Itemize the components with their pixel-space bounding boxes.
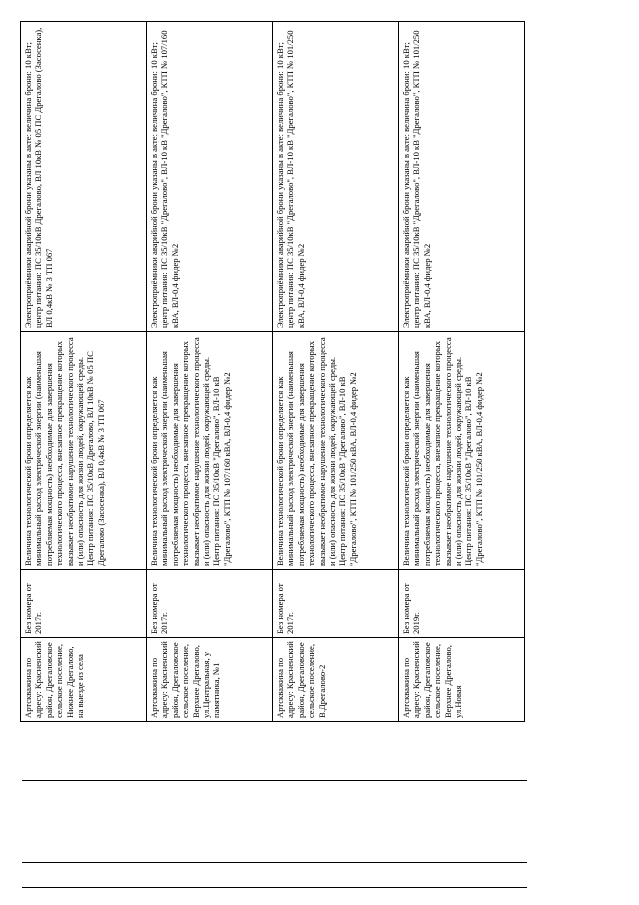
divider-line — [22, 780, 527, 781]
number-cell: Без номера от 2017г. — [21, 570, 147, 638]
emergency-cell: Электроприёмники аварийной брони указаны в акте: величина брони: 10 кВт; центр питания: ПС 35/10кВ "Дрегалово", ВЛ-10 кВ "Дрегалово", КТП № 101/250 кВА, ВЛ-0,4 фидер №2 — [399, 22, 525, 332]
description-cell: Величина технологической брони определяется как минимальный расход электрической энергии (наименьшая потребляемая мощность) необходимые для завершения технологического процесса, внезапное прекращение которых вызывает необратимое нарушение технологического процесса и (или) опасность для жизни людей, окружающей среды. Центр питания: ПС 35/10кВ "Дрегалово", ВЛ-10 кВ "Дрегалово", КТП № 101/250 кВА, ВЛ-0,4 фидер №2 — [273, 332, 399, 570]
table-row — [399, 22, 525, 722]
table-row — [273, 22, 399, 722]
table-row — [21, 22, 147, 722]
table-row — [147, 22, 273, 722]
number-cell: Без номера от 2019г. — [399, 570, 525, 638]
divider-line — [22, 887, 527, 888]
reservation-table — [20, 21, 525, 722]
rotated-table-wrapper — [20, 22, 525, 722]
number-cell: Без номера от 2017г. — [273, 570, 399, 638]
emergency-cell: Электроприёмники аварийной брони указаны в акте: величина брони: 10 кВт; центр питания: ПС 35/10кВ Дрегалово, ВЛ 10кВ № 05 ПС Дрегалово (Засосенка), ВЛ 0,4кВ № 3 ТП 067 — [21, 22, 147, 332]
number-cell: Без номера от 2017г. — [147, 570, 273, 638]
description-cell: Величина технологической брони определяется как минимальный расход электрической энергии (наименьшая потребляемая мощность) необходимые для завершения технологического процесса, внезапное прекращение которых вызывает необратимое нарушение технологического процесса и (или) опасность для жизни людей, окружающей среды. Центр питания: ПС 35/10кВ "Дрегалово", ВЛ-10 кВ "Дрегалово", КТП № 101/250 кВА, ВЛ-0,4 фидер №2 — [399, 332, 525, 570]
location-cell: Артскважина по адресу: Красненский район, Дрегаловское сельское поселение, Верхнее Дрегалово, ул.Центральная, у памятника, №1 — [147, 638, 273, 722]
location-cell: Артскважина по адресу: Красненский район, Дрегаловское сельское поселение, Верхнее Дрегалово, ул.Новая — [399, 638, 525, 722]
location-cell: Артскважина по адресу: Красненский район, Дрегаловское сельское поселение, В.Дрегалово-2 — [273, 638, 399, 722]
description-cell: Величина технологической брони определяется как минимальный расход электрической энергии (наименьшая потребляемая мощность) необходимые для завершения технологического процесса, внезапное прекращение которых вызывает необратимое нарушение технологического процесса и (или) опасность для жизни людей, окружающей среды. Центр питания: ПС 35/10кВ Дрегалово, ВЛ 10кВ № 05 ПС Дрегалово (Засосенка), ВЛ 0,4кВ № 3 ТП 067 — [21, 332, 147, 570]
emergency-cell: Электроприёмники аварийной брони указаны в акте: величина брони: 10 кВт; центр питания: ПС 35/10кВ "Дрегалово", ВЛ-10 кВ "Дрегалово", КТП № 107/160 кВА, ВЛ-0,4 фидер №2 — [147, 22, 273, 332]
description-cell: Величина технологической брони определяется как минимальный расход электрической энергии (наименьшая потребляемая мощность) необходимые для завершения технологического процесса, внезапное прекращение которых вызывает необратимое нарушение технологического процесса и (или) опасность для жизни людей, окружающей среды. Центр питания: ПС 35/10кВ "Дрегалово", ВЛ-10 кВ "Дрегалово", КТП № 107/160 кВА, ВЛ-0,4 фидер №2 — [147, 332, 273, 570]
emergency-cell: Электроприёмники аварийной брони указаны в акте: величина брони: 10 кВт; центр питания: ПС 35/10кВ "Дрегалово", ВЛ-10 кВ "Дрегалово", КТП № 101/250 кВА, ВЛ-0,4 фидер №2 — [273, 22, 399, 332]
location-cell: Артскважина по адресу: Красненский район, Дрегаловское сельское поселение, Нижнее Дрегалово, на выезде из села — [21, 638, 147, 722]
divider-line — [22, 862, 527, 863]
